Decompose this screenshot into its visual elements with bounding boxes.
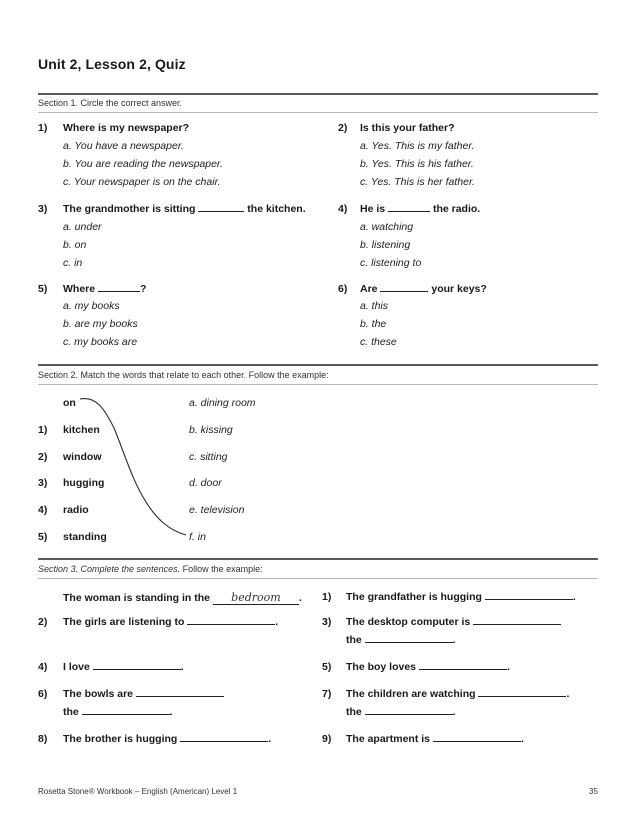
- sentence-end: .: [452, 634, 456, 646]
- answer-option[interactable]: c. listening to: [360, 257, 422, 269]
- answer-blank[interactable]: [478, 688, 566, 697]
- answer-blank[interactable]: [136, 688, 224, 697]
- sentence-number: 4): [38, 661, 48, 673]
- sentence-number: 5): [322, 661, 332, 673]
- sentence: [346, 733, 524, 745]
- section3-instruction: [38, 564, 263, 574]
- answer-option[interactable]: c. these: [360, 336, 397, 348]
- sentence: [63, 616, 278, 628]
- sentence-end: .: [180, 661, 184, 673]
- sentence-start: the: [63, 706, 79, 718]
- match-target[interactable]: b. kissing: [189, 424, 233, 436]
- sentence-start: The grandfather is hugging: [346, 591, 482, 603]
- sentence-start: the: [346, 706, 362, 718]
- section3-divider-top: [38, 558, 598, 560]
- sentence-start: The bowls are: [63, 688, 134, 700]
- sentence-end: .: [572, 591, 576, 603]
- question-text-start: Are: [360, 283, 378, 295]
- sentence-number: 6): [38, 688, 48, 700]
- answer-option[interactable]: b. You are reading the newspaper.: [63, 158, 223, 170]
- question-text-end: your keys?: [431, 283, 487, 295]
- match-target[interactable]: d. door: [189, 477, 222, 489]
- answer-option[interactable]: a. my books: [63, 300, 120, 312]
- sentence: [63, 661, 184, 673]
- match-number: 2): [38, 451, 48, 463]
- answer-option[interactable]: b. are my books: [63, 318, 138, 330]
- question-number: 6): [338, 283, 348, 295]
- sentence-start: The apartment is: [346, 733, 431, 745]
- match-word-example[interactable]: on: [63, 397, 76, 409]
- section1-instruction: Section 1. Circle the correct answer.: [38, 98, 183, 108]
- sentence-number: 2): [38, 616, 48, 628]
- answer-blank[interactable]: [433, 733, 521, 742]
- sentence-number: 9): [322, 733, 332, 745]
- match-word[interactable]: hugging: [63, 477, 105, 489]
- sentence: [346, 591, 576, 603]
- sentence: [346, 688, 569, 700]
- match-target[interactable]: c. sitting: [189, 451, 228, 463]
- answer-blank[interactable]: [180, 733, 268, 742]
- match-word[interactable]: radio: [63, 504, 89, 516]
- sentence-start: I love: [63, 661, 90, 673]
- answer-blank[interactable]: [485, 591, 573, 600]
- sentence-end: .: [298, 592, 302, 604]
- sentence-end: .: [268, 733, 272, 745]
- answer-option[interactable]: c. Your newspaper is on the chair.: [63, 176, 221, 188]
- answer-option[interactable]: a. watching: [360, 221, 414, 233]
- sentence-number: 1): [322, 591, 332, 603]
- example-sentence: [63, 591, 302, 605]
- answer-option[interactable]: a. You have a newspaper.: [63, 140, 184, 152]
- section3-instruction-rest: Follow the example:: [180, 564, 263, 574]
- match-number: 1): [38, 424, 48, 436]
- sentence-start: The brother is hugging: [63, 733, 178, 745]
- question-text-start: Where: [63, 283, 96, 295]
- question-text: Where is my newspaper?: [63, 122, 190, 134]
- question-text-end: the radio.: [432, 203, 481, 215]
- sentence-start: The boy loves: [346, 661, 417, 673]
- answer-blank[interactable]: [365, 634, 453, 643]
- answer-option[interactable]: a. this: [360, 300, 389, 312]
- answer-option[interactable]: a. Yes. This is my father.: [360, 140, 475, 152]
- sentence: [63, 733, 271, 745]
- question-text-start: The grandmother is sitting: [63, 203, 196, 215]
- section3-divider: [38, 578, 598, 579]
- sentence-line2: [63, 706, 173, 718]
- footer-text: Rosetta Stone® Workbook – English (American) Level 1: [38, 787, 238, 796]
- question-number: 2): [338, 122, 348, 134]
- answer-blank[interactable]: [473, 616, 561, 625]
- sentence-start: the: [346, 634, 362, 646]
- question-text: Is this your father?: [360, 122, 455, 134]
- sentence-end: .: [275, 616, 279, 628]
- answer-option[interactable]: c. Yes. This is her father.: [360, 176, 475, 188]
- answer-option[interactable]: c. in: [63, 257, 83, 269]
- match-number: 4): [38, 504, 48, 516]
- answer-blank[interactable]: [187, 616, 275, 625]
- section3-instruction-italic: Section 3. Complete the sentences.: [38, 564, 181, 574]
- answer-option[interactable]: c. my books are: [63, 336, 138, 348]
- question-text-end: the kitchen.: [247, 203, 306, 215]
- match-number: 5): [38, 531, 48, 543]
- answer-blank[interactable]: [419, 661, 507, 670]
- page-number: 35: [589, 787, 598, 796]
- match-target[interactable]: e. television: [189, 504, 245, 516]
- sentence-start: The children are watching: [346, 688, 476, 700]
- sentence-end: .: [506, 661, 510, 673]
- answer-option[interactable]: a. under: [63, 221, 102, 233]
- question-text-end: ?: [140, 283, 147, 295]
- sentence-end: .: [169, 706, 173, 718]
- match-word[interactable]: window: [63, 451, 102, 463]
- answer-blank[interactable]: [93, 661, 181, 670]
- sentence-end: .: [520, 733, 524, 745]
- question-text-start: He is: [360, 203, 386, 215]
- question-number: 1): [38, 122, 48, 134]
- match-word[interactable]: standing: [63, 531, 107, 543]
- question-number: 3): [38, 203, 48, 215]
- sentence-start: The woman is standing in the: [63, 592, 211, 604]
- question-number: 5): [38, 283, 48, 295]
- answer-option[interactable]: b. on: [63, 239, 87, 251]
- sentence-number: 3): [322, 616, 332, 628]
- answer-blank[interactable]: [82, 706, 170, 715]
- match-target[interactable]: f. in: [189, 531, 206, 543]
- answer-option[interactable]: b. Yes. This is his father.: [360, 158, 474, 170]
- sentence: [346, 661, 510, 673]
- sentence-line2: [346, 706, 456, 718]
- section2-instruction: Section 2. Match the words that relate to each other. Follow the example:: [38, 370, 329, 380]
- sentence-end: .: [566, 688, 570, 700]
- match-number: 3): [38, 477, 48, 489]
- question-number: 4): [338, 203, 348, 215]
- page-title: Unit 2, Lesson 2, Quiz: [38, 56, 186, 72]
- answer-option[interactable]: b. listening: [360, 239, 411, 251]
- sentence-line2: [346, 634, 456, 646]
- match-target[interactable]: a. dining room: [189, 397, 256, 409]
- sentence: [63, 688, 224, 700]
- example-answer: bedroom: [213, 591, 299, 605]
- sentence-number: 7): [322, 688, 332, 700]
- answer-blank[interactable]: [365, 706, 453, 715]
- sentence-start: The desktop computer is: [346, 616, 471, 628]
- sentence: [346, 616, 561, 628]
- answer-option[interactable]: b. the: [360, 318, 387, 330]
- sentence-end: .: [452, 706, 456, 718]
- match-word[interactable]: kitchen: [63, 424, 100, 436]
- sentence-number: 8): [38, 733, 48, 745]
- sentence-start: The girls are listening to: [63, 616, 185, 628]
